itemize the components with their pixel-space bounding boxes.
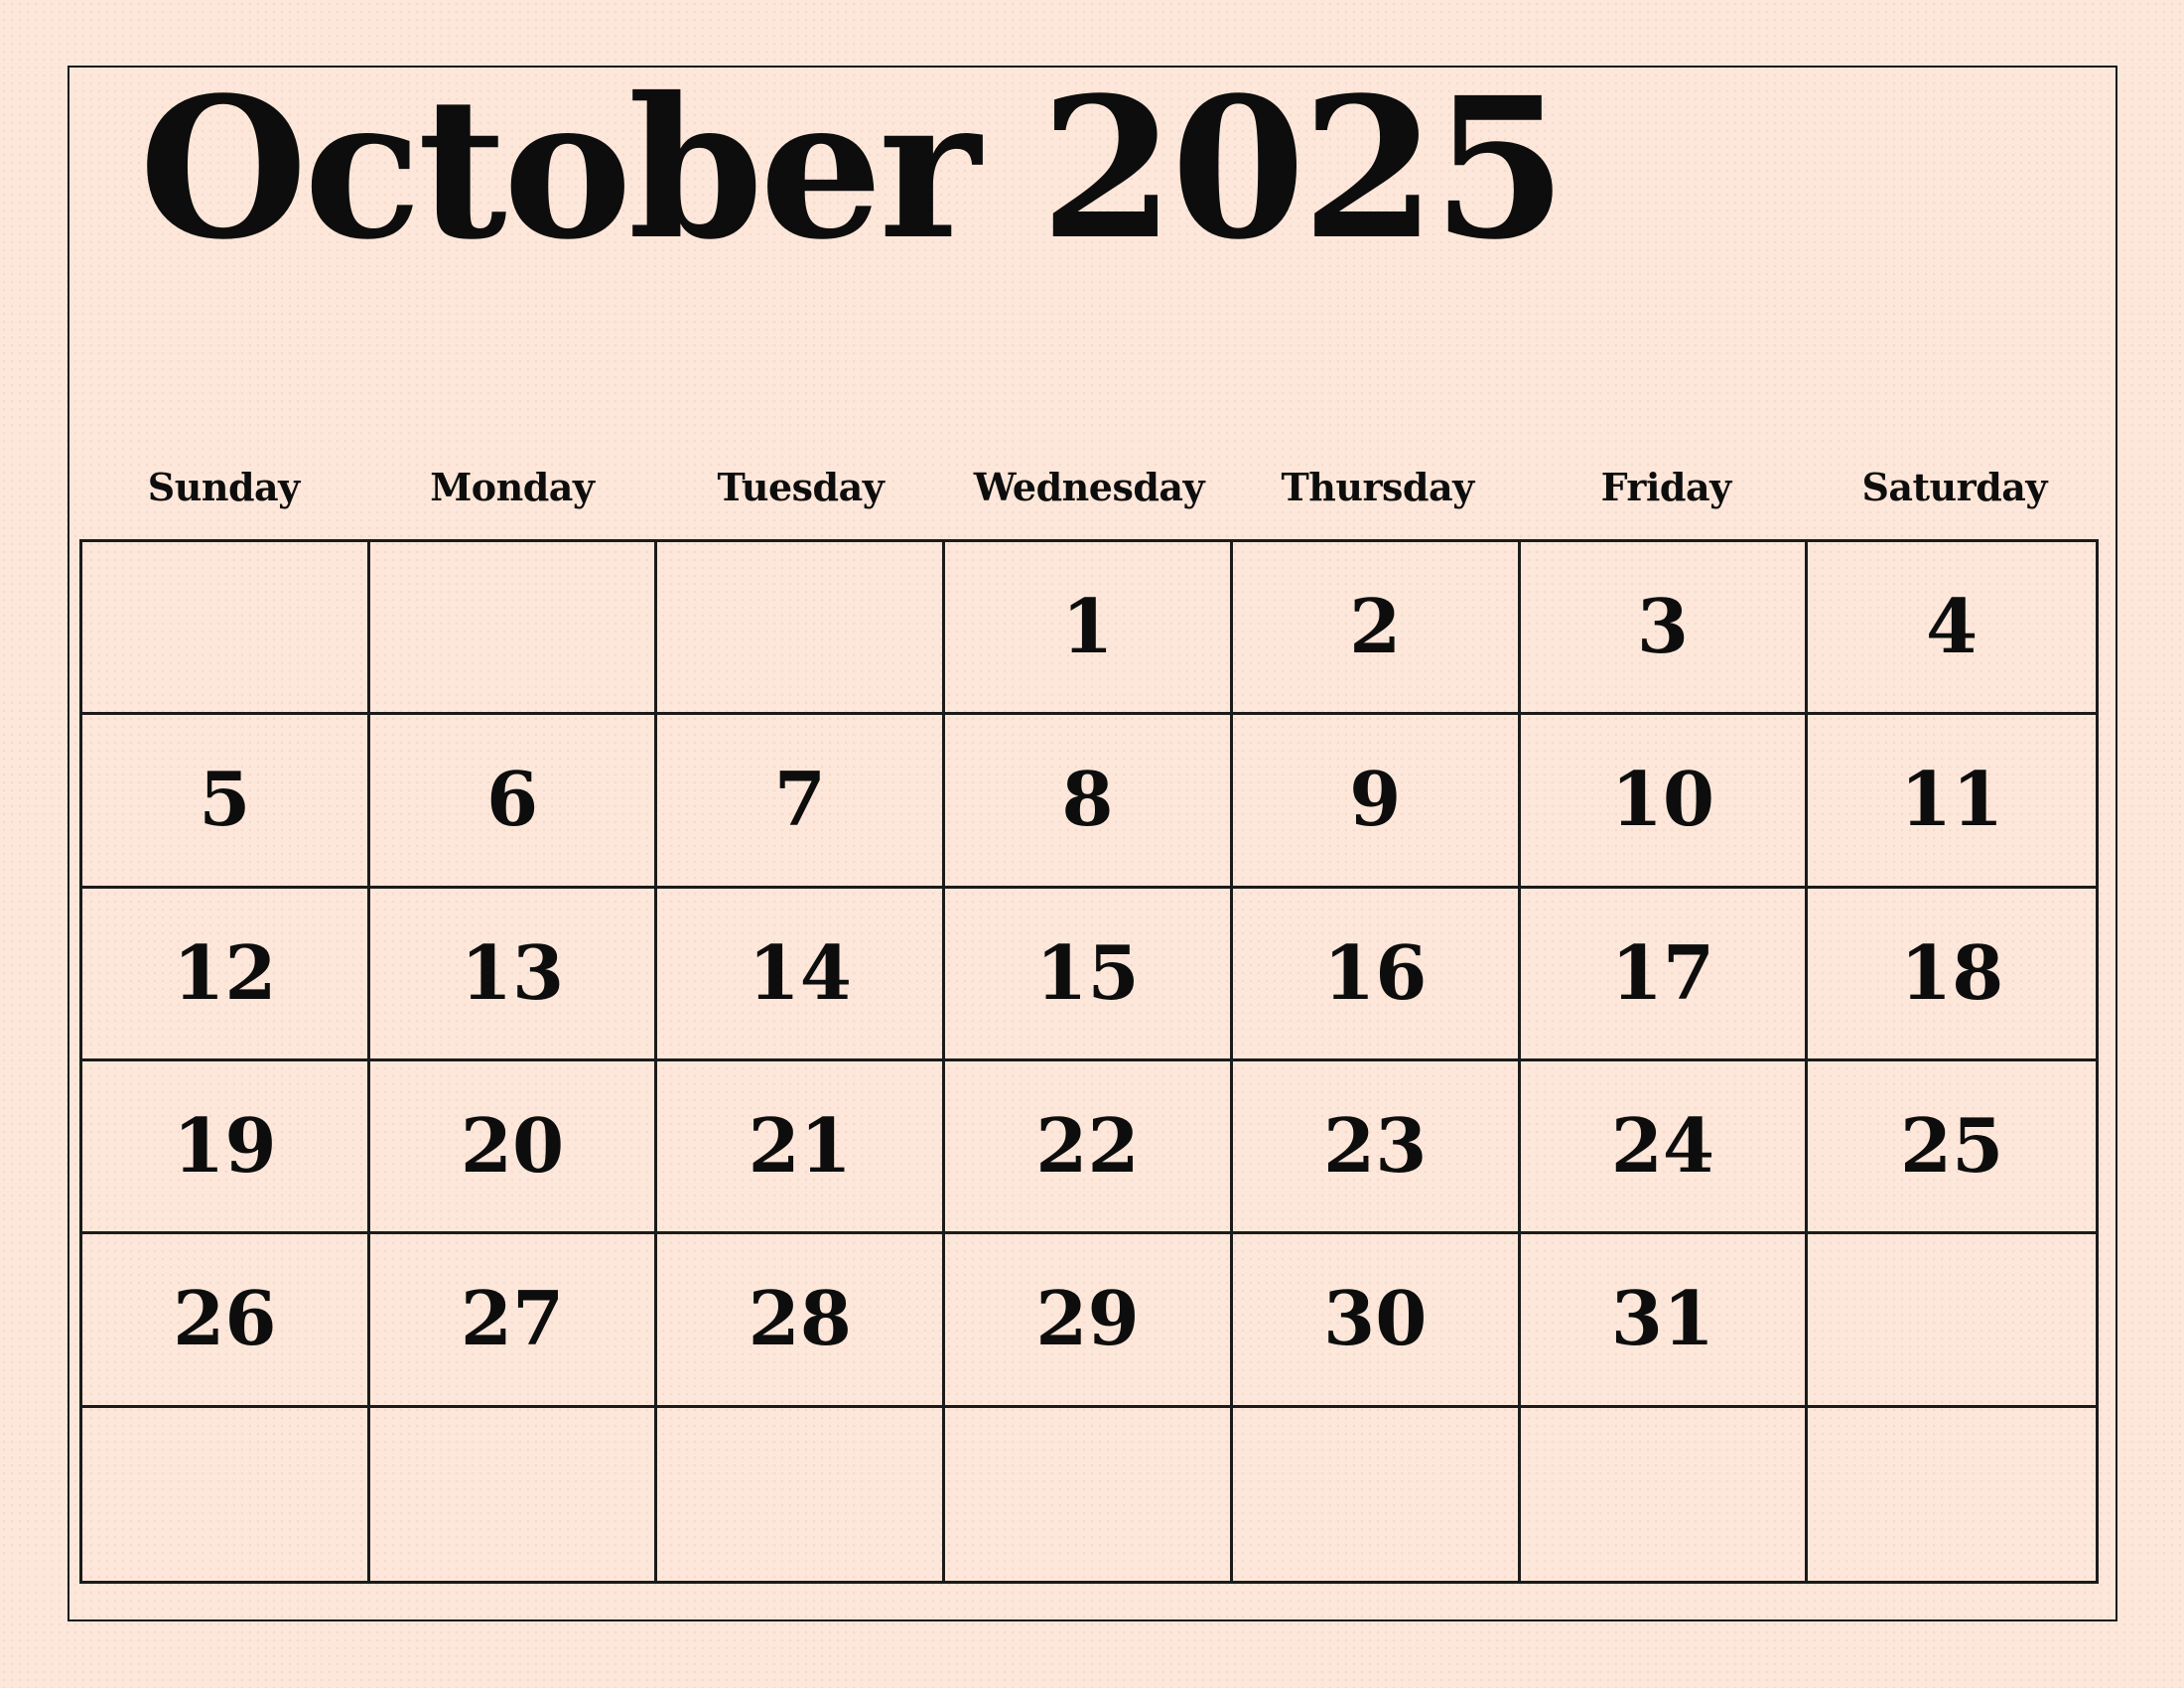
day-cell bbox=[370, 542, 658, 715]
day-cell bbox=[1808, 1234, 2096, 1407]
day-cell: 10 bbox=[1521, 715, 1809, 888]
day-cell: 8 bbox=[945, 715, 1233, 888]
weekday-label-wednesday: Wednesday bbox=[973, 465, 1205, 509]
day-cell: 28 bbox=[657, 1234, 945, 1407]
day-cell: 23 bbox=[1233, 1061, 1521, 1234]
day-cell bbox=[945, 1408, 1233, 1581]
day-cell: 1 bbox=[945, 542, 1233, 715]
day-cell bbox=[1808, 1408, 2096, 1581]
day-cell bbox=[657, 1408, 945, 1581]
day-cell bbox=[370, 1408, 658, 1581]
day-cell: 4 bbox=[1808, 542, 2096, 715]
weekday-label-friday: Friday bbox=[1600, 465, 1731, 509]
day-cell: 2 bbox=[1233, 542, 1521, 715]
day-cell: 20 bbox=[370, 1061, 658, 1234]
day-cell: 19 bbox=[82, 1061, 370, 1234]
day-cell: 30 bbox=[1233, 1234, 1521, 1407]
day-cell: 25 bbox=[1808, 1061, 2096, 1234]
day-cell bbox=[1233, 1408, 1521, 1581]
day-cell: 26 bbox=[82, 1234, 370, 1407]
weekday-label-saturday: Saturday bbox=[1861, 465, 2047, 509]
day-cell: 7 bbox=[657, 715, 945, 888]
calendar-title: October 2025 bbox=[139, 55, 1564, 282]
day-cell: 3 bbox=[1521, 542, 1809, 715]
day-cell: 17 bbox=[1521, 889, 1809, 1061]
weekday-label-thursday: Thursday bbox=[1281, 465, 1474, 509]
weekday-label-sunday: Sunday bbox=[147, 465, 300, 509]
day-cell bbox=[82, 542, 370, 715]
day-cell bbox=[657, 542, 945, 715]
calendar-grid bbox=[79, 539, 2099, 1584]
day-cell: 13 bbox=[370, 889, 658, 1061]
day-cell: 24 bbox=[1521, 1061, 1809, 1234]
day-cell: 9 bbox=[1233, 715, 1521, 888]
day-cell: 12 bbox=[82, 889, 370, 1061]
day-cell bbox=[82, 1408, 370, 1581]
day-cell: 31 bbox=[1521, 1234, 1809, 1407]
day-cell bbox=[1521, 1408, 1809, 1581]
weekday-label-monday: Monday bbox=[430, 465, 595, 509]
day-cell: 21 bbox=[657, 1061, 945, 1234]
day-cell: 18 bbox=[1808, 889, 2096, 1061]
day-cell: 5 bbox=[82, 715, 370, 888]
weekday-header-row bbox=[79, 463, 2099, 512]
day-cell: 14 bbox=[657, 889, 945, 1061]
day-cell: 11 bbox=[1808, 715, 2096, 888]
day-cell: 16 bbox=[1233, 889, 1521, 1061]
day-cell: 15 bbox=[945, 889, 1233, 1061]
day-cell: 22 bbox=[945, 1061, 1233, 1234]
day-cell: 27 bbox=[370, 1234, 658, 1407]
weekday-label-tuesday: Tuesday bbox=[717, 465, 885, 509]
day-cell: 6 bbox=[370, 715, 658, 888]
day-cell: 29 bbox=[945, 1234, 1233, 1407]
